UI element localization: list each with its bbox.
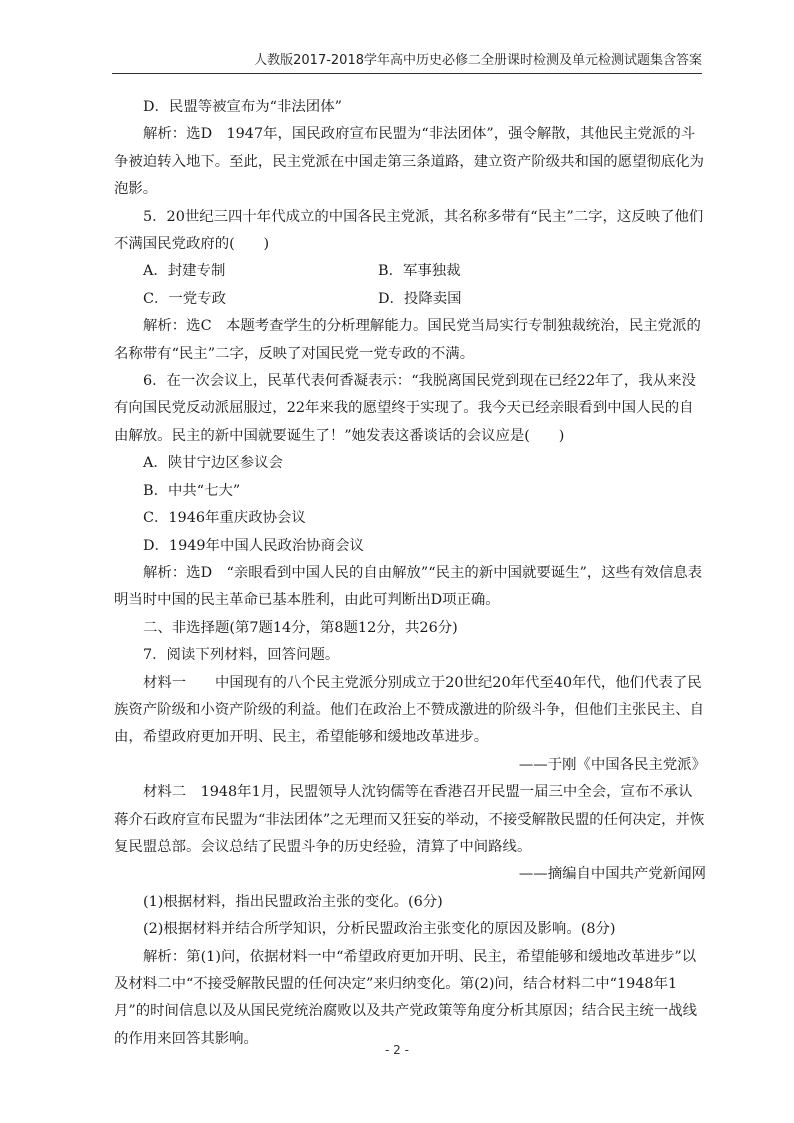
q6-option-d: D．1949年中国人民政治协商会议 xyxy=(143,537,364,554)
q5-options-row-1 xyxy=(114,258,706,285)
q5-option-c: C．一党专政 xyxy=(143,290,226,307)
sub-question-1: (1)根据材料，指出民盟政治主张的变化。(6分) xyxy=(143,893,443,910)
material-1-source: ——于刚《中国各民主党派》 xyxy=(518,756,706,773)
q6-option-b: B．中共“七大” xyxy=(143,482,241,499)
analysis-6: 解析：选D “亲眼看到中国人民的自由解放”“民主的新中国就要诞生”，这些有效信息表明当时中国的民主革命已基本胜利，由此可判断出D项正确。 xyxy=(114,564,703,609)
document-body xyxy=(114,94,706,1053)
q5-options-row-2 xyxy=(114,286,706,313)
q6-option-a: A．陕甘宁边区参议会 xyxy=(143,455,283,472)
header-rule xyxy=(112,73,702,74)
question-7: 7．阅读下列材料，回答问题。 xyxy=(143,647,340,664)
analysis-5: 解析：选C 本题考查学生的分析理解能力。国民党当局实行专制独裁统治，民主党派的名称带有“民主”二字，反映了对国民党一党专政的不满。 xyxy=(114,318,701,362)
q5-option-a: A．封建专制 xyxy=(143,263,226,280)
material-2-source: ——摘编自中国共产党新闻网 xyxy=(518,866,706,883)
section-heading: 二、非选择题(第7题14分，第8题12分，共26分) xyxy=(143,619,458,636)
page-number: - 2 - xyxy=(385,1043,409,1057)
sub-question-2: (2)根据材料并结合所学知识，分析民盟政治主张变化的原因及影响。(8分) xyxy=(143,921,616,938)
q5-option-b: B．军事独裁 xyxy=(378,263,461,280)
material-1: 材料一 中国现有的八个民主党派分别成立于20世纪20年代至40年代，他们代表了民族资产阶级和小资产阶级的利益。他们在政治上不赞成激进的阶级斗争，但他们主张民主、自由，希望政府更加开明、民主，希望能够和缓地改革进步。 xyxy=(114,674,705,746)
material-2: 材料二 1948年1月，民盟领导人沈钧儒等在香港召开民盟一届三中全会，宣布不承认蒋介石政府宣布民盟为“非法团体”之无理而又狂妄的举动，不接受解散民盟的任何决定，并恢复民盟总部。会议总结了民盟斗争的历史经验，清算了中间路线。 xyxy=(114,784,705,855)
analysis-4: 解析：选D 1947年，国民政府宣布民盟为“非法团体”，强令解散，其他民主党派的斗争被迫转入地下。至此，民主党派在中国走第三条道路，建立资产阶级共和国的愿望彻底化为泡影。 xyxy=(114,126,705,198)
analysis-7: 解析：第(1)问，依据材料一中“希望政府更加开明、民主，希望能够和缓地改革进步”以及材料二中“不接受解散民盟的任何决定”来归纳变化。第(2)问，结合材料二中“1948年1月”的时间信息以及从国民党统治腐败以及共产党政策等角度分析其原因；结合民主统一战线的作用来回答其影响。 xyxy=(114,948,697,1047)
option-d-line: D．民盟等被宣布为“非法团体” xyxy=(143,99,342,115)
question-5: 5．20世纪三四十年代成立的中国各民主党派，其名称多带有“民主”二字，这反映了他们不满国民党政府的( ) xyxy=(114,208,704,253)
q5-option-d: D．投降卖国 xyxy=(378,290,462,307)
q6-option-c: C．1946年重庆政协会议 xyxy=(143,510,306,527)
question-6: 6．在一次会议上，民革代表何香凝表示：“我脱离国民党到现在已经22年了，我从来没有向国民党反动派屈服过，22年来我的愿望终于实现了。我今天已经亲眼看到中国人民的自由解放。民主的新中国就要诞生了！”她发表这番谈话的会议应是( ) xyxy=(114,373,696,444)
page-header: 人教版2017-2018学年高中历史必修二全册课时检测及单元检测试题集含答案 xyxy=(254,53,702,68)
